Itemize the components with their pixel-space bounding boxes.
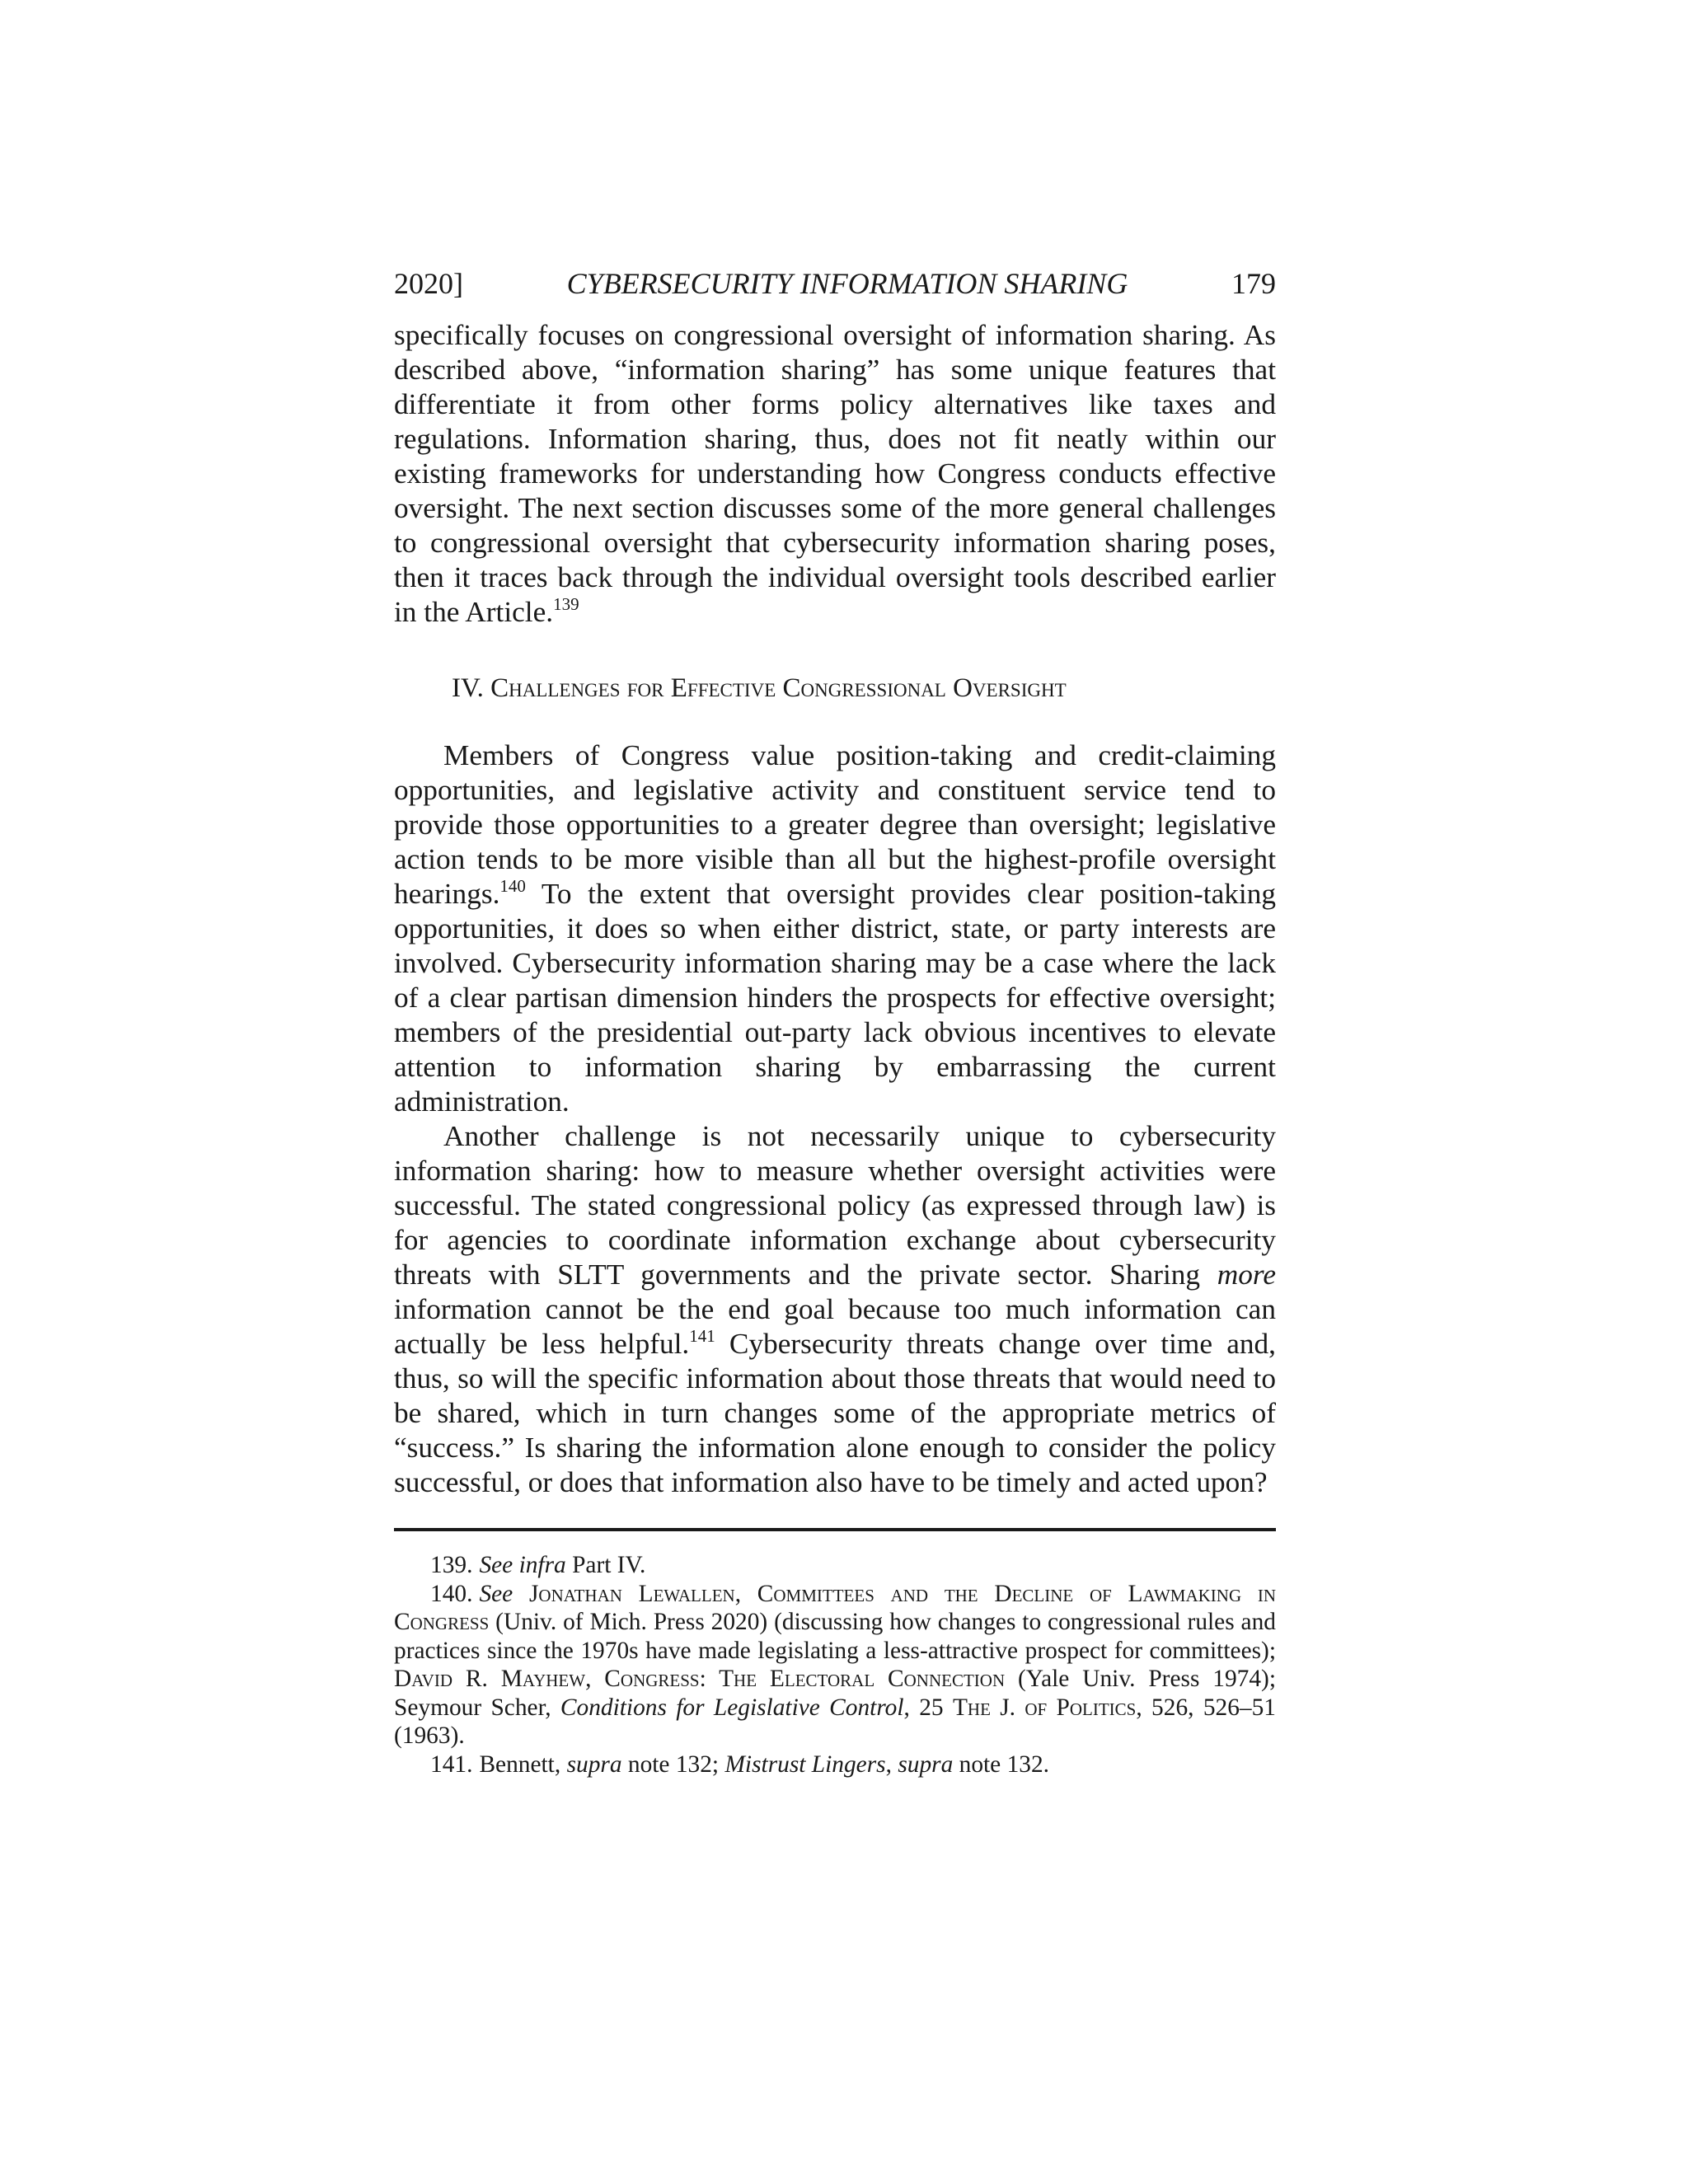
- paragraph-text: information cannot be the end goal because too much information can actually be less helpful.: [394, 1293, 1276, 1360]
- footnote-number: 141.: [430, 1750, 473, 1778]
- paragraph-text: Cybersecurity threats change over time and, thus, so will the specific information about those threats that would need to be shared, which in turn changes some of the appropriate metrics of “success.” Is sharing the information alone enough to consider the policy successful, or does that information also have to be timely and acted upon?: [394, 1328, 1276, 1498]
- footnote-text: (Yale Univ. Press 1974); Seymour Scher,: [394, 1666, 1276, 1721]
- book-citation: Jonathan Lewallen, Committees and the Decline of Lawmaking in Congress: [394, 1580, 1276, 1635]
- section-heading: IV. Challenges for Effective Congressional Oversight: [452, 673, 1067, 703]
- footnote-139: [394, 1551, 1276, 1580]
- footnote-text: note 132;: [621, 1750, 725, 1778]
- article-title: Mistrust Lingers: [724, 1750, 886, 1778]
- footnote-text: , 25: [903, 1694, 953, 1721]
- footnote-text: (Univ. of Mich. Press 2020) (discussing how changes to congressional rules and practices since the 1970s have made legislating a less-attractive prospect for committees);: [394, 1609, 1276, 1664]
- page-number: 179: [1231, 267, 1276, 300]
- header-year: 2020]: [394, 267, 463, 300]
- footnote-divider: [394, 1528, 1276, 1531]
- footnote-number: 139.: [430, 1552, 473, 1578]
- footnote-number: 140.: [430, 1580, 473, 1607]
- journal-name: The J. of Politics: [952, 1694, 1137, 1721]
- paragraph-text: Another challenge is not necessarily unique to cybersecurity information sharing: how to measure whether oversight activities were successful. The stated congressional policy (as expressed through law) is for agencies to coordinate information exchange about cybersecurity threats with SLTT governments and the private sector. Sharing: [394, 1120, 1276, 1291]
- footnote-text: ,: [885, 1750, 898, 1778]
- header-title: CYBERSECURITY INFORMATION SHARING: [566, 267, 1128, 300]
- emphasis-text: more: [1217, 1258, 1276, 1291]
- citation-signal: supra: [566, 1750, 622, 1778]
- body-paragraph-3: [394, 1119, 1276, 1500]
- footnote-text: Bennett,: [479, 1750, 567, 1778]
- footnote-ref-139: 139: [553, 594, 579, 614]
- citation-signal: See infra: [479, 1552, 566, 1578]
- body-paragraph-2: [394, 738, 1276, 1119]
- citation-signal: supra: [898, 1750, 954, 1778]
- paragraph-text: specifically focuses on congressional oversight of information sharing. As described above, “information sharing” has some unique features that differentiate it from other forms policy alternatives like taxes and regulations. Information sharing, thus, does not fit neatly within our existing frameworks for understanding how Congress conducts effective oversight. The next section discusses some of the more general challenges to congressional oversight that cybersecurity information sharing poses, then it traces back through the individual oversight tools described earlier in the Article.: [394, 319, 1276, 628]
- paragraph-text: To the extent that oversight provides clear position-taking opportunities, it does so when either district, state, or party interests are involved. Cybersecurity information sharing may be a case where the lack of a clear partisan dimension hinders the prospects for effective oversight; members of the presidential out-party lack obvious incentives to elevate attention to information sharing by embarrassing the current administration.: [394, 878, 1276, 1118]
- body-paragraph-1: [394, 318, 1276, 630]
- footnote-text: note 132.: [953, 1750, 1050, 1778]
- paragraph-text: Members of Congress value position-taking and credit-claiming opportunities, and legislative activity and constituent service tend to provide those opportunities to a greater degree than oversight; legislative action tends to be more visible than all but the highest-profile oversight hearings.: [394, 739, 1276, 910]
- footnote-text: [513, 1581, 529, 1607]
- footnote-ref-141: 141: [689, 1326, 715, 1346]
- citation-signal: See: [479, 1580, 513, 1607]
- footnote-140: [394, 1580, 1276, 1750]
- article-title: Conditions for Legislative Control: [560, 1694, 904, 1721]
- footnote-text: Part IV.: [565, 1552, 646, 1578]
- footnote-ref-140: 140: [499, 876, 526, 896]
- book-citation: David R. Mayhew, Congress: The Electoral Connection: [394, 1666, 1006, 1692]
- running-header: [394, 262, 1276, 305]
- footnote-141: [394, 1750, 1276, 1779]
- footnote-text: , 526, 526–51 (1963).: [394, 1694, 1276, 1749]
- page-content: [394, 262, 1276, 1779]
